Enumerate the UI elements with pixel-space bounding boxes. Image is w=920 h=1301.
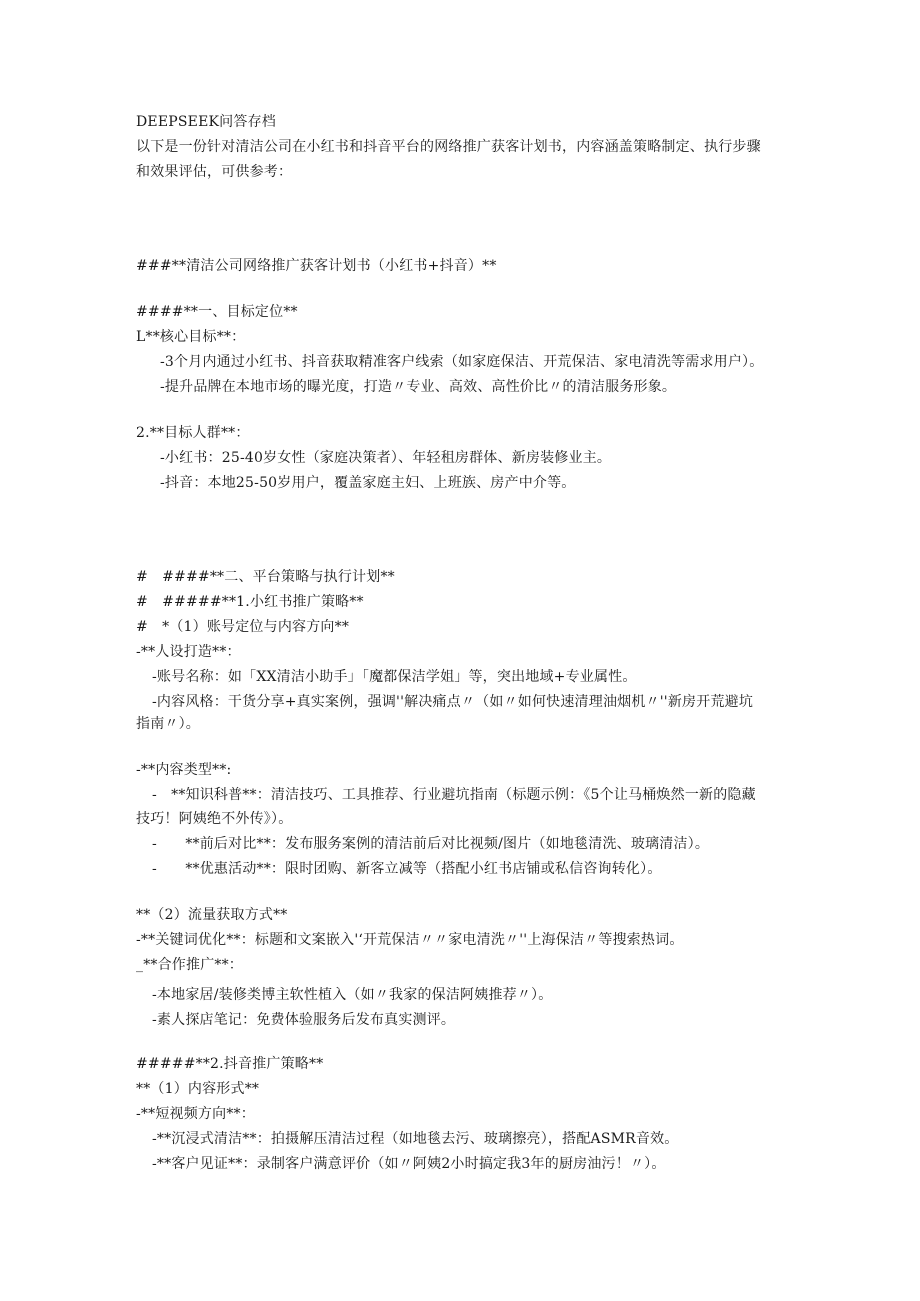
subheading-target-audience: 2.**目标人群**： (136, 425, 250, 441)
goal-item-2: -提升品牌在本地市场的曝光度，打造〃专业、高效、高性价比〃的清洁服务形象。 (160, 379, 677, 395)
content-type-heading: -**内容类型**: (136, 762, 232, 778)
short-video-item-2: -**客户见证**：录制客户满意评价（如〃阿姨2小时搞定我3年的厨房油污！〃）。 (152, 1156, 666, 1172)
short-video-item-1: -**沉浸式清洁**：拍摄解压清洁过程（如地毯去污、玻璃擦亮），搭配ASMR音效。 (152, 1131, 679, 1147)
cooperation-item-2: -素人探店笔记：免费体验服务后发布真实测评。 (152, 1012, 456, 1028)
keyword-optimization: -**关键词优化**：标题和文案嵌入'‘开荒保洁〃〃家电清洗〃''上海保洁〃等搜索热词。 (136, 932, 684, 948)
archive-header: DEEPSEEK问答存档 (136, 114, 276, 130)
persona-item-2: -内容风格：干货分享+真实案例，强调''解决痛点〃（如〃如何快速清理油烟机〃''新房开荒避坑 (152, 694, 754, 710)
subsection-xiaohongshu: # #####**1.小红书推广策略** (136, 594, 364, 610)
persona-item-1: -账号名称：如「XX清洁小助手」「魔都保洁学姐」等，突出地域+专业属性。 (152, 669, 637, 685)
content-type-item-3: - **优惠活动**：限时团购、新客立减等（搭配小红书店铺或私信咨询转化）。 (152, 861, 662, 877)
intro-line-1: 以下是一份针对清洁公司在小红书和抖音平台的网络推广获客计划书，内容涵盖策略制定、执行步骤 (136, 139, 761, 155)
section-heading-2: # ####**二、平台策略与执行计划** (136, 569, 395, 585)
cooperation-heading: _**合作推广**： (136, 957, 243, 973)
content-type-item-2: - **前后对比**：发布服务案例的清洁前后对比视频/图片（如地毯清洗、玻璃清洁）。 (152, 836, 710, 852)
subheading-core-goal: L**核心目标**： (136, 329, 246, 345)
short-video-heading: -**短视频方向**： (136, 1106, 255, 1122)
persona-item-2-cont: 指南〃）。 (136, 716, 200, 732)
subsection-traffic: **（2）流量获取方式** (136, 907, 288, 923)
persona-heading: -**人设打造**： (136, 644, 241, 660)
subsection-content-form: **（1）内容形式** (136, 1081, 260, 1097)
section-heading-1: ####**一、目标定位** (136, 304, 298, 320)
goal-item-1: -3个月内通过小红书、抖音获取精准客户线索（如家庭保洁、开荒保洁、家电清洗等需求用户）。 (160, 354, 764, 370)
plan-title: ###**清洁公司网络推广获客计划书（小红书+抖音）** (136, 258, 497, 274)
subsection-douyin: #####**2.抖音推广策略** (136, 1056, 324, 1072)
cooperation-item-1: -本地家居/装修类博主软性植入（如〃我家的保洁阿姨推荐〃）。 (152, 987, 553, 1003)
intro-line-2: 和效果评估，可供参考： (136, 164, 293, 180)
content-type-item-1-cont: 技巧！阿姨绝不外传》）。 (136, 811, 293, 827)
subsection-account-positioning: # *（1）账号定位与内容方向** (136, 619, 350, 635)
audience-item-1: -小红书：25-40岁女性（家庭决策者）、年轻租房群体、新房装修业主。 (160, 450, 612, 466)
audience-item-2: -抖音：本地25-50岁用户，覆盖家庭主妇、上班族、房产中介等。 (160, 475, 576, 491)
content-type-item-1: - **知识科普**：清洁技巧、工具推荐、行业避坑指南（标题示例：《5个让马桶焕然一新的隐藏 (152, 787, 756, 803)
